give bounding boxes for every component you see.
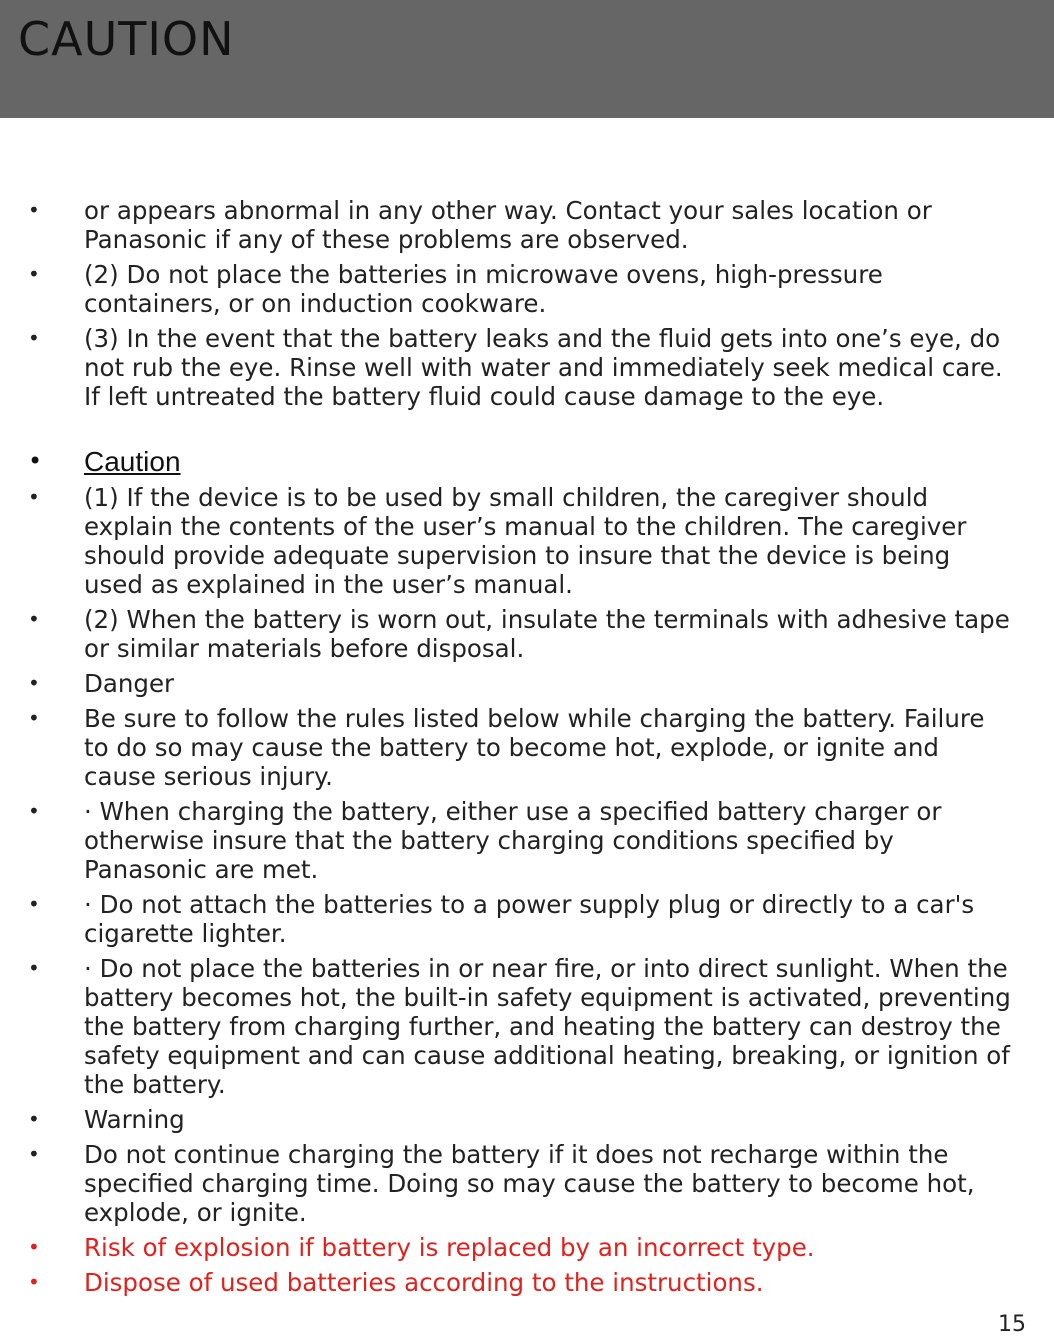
item-text: Do not continue charging the battery if it does not recharge within the specified charging time. Doing so may cause the battery to become hot, explode, or ignite.: [84, 1140, 975, 1227]
bullet-icon: •: [28, 706, 40, 730]
list-item: [0, 704, 1014, 791]
bullet-icon: •: [28, 1142, 40, 1166]
item-text: (1) If the device is to be used by small children, the caregiver should explain the contents of the user’s manual to the children. The caregiver should provide adequate supervision to insure that the device is being used as explained in the user’s manual.: [84, 483, 967, 599]
bullet-icon: •: [28, 671, 40, 695]
item-text: Dispose of used batteries according to the instructions.: [84, 1268, 764, 1297]
item-text: · When charging the battery, either use a specified battery charger or otherwise insure that the battery charging conditions specified by Panasonic are met.: [84, 797, 942, 884]
list-item: [0, 260, 1014, 318]
section-heading-caution: [0, 447, 1014, 477]
item-text: Be sure to follow the rules listed below while charging the battery. Failure to do so may cause the battery to become hot, explode, or ignite and cause serious injury.: [84, 704, 985, 791]
item-text: Danger: [84, 669, 175, 698]
item-text: or appears abnormal in any other way. Contact your sales location or Panasonic if any of these problems are observed.: [84, 196, 932, 254]
item-text: Warning: [84, 1105, 185, 1134]
list-item: [0, 669, 1014, 698]
list-item: [0, 605, 1014, 663]
list-item: [0, 196, 1014, 254]
bullet-icon: •: [28, 607, 40, 631]
bullet-icon: •: [28, 326, 40, 350]
list-item: [0, 483, 1014, 599]
bullet-icon: •: [28, 892, 40, 916]
list-item-warning: [0, 1268, 1014, 1297]
item-text: (2) When the battery is worn out, insulate the terminals with adhesive tape or similar materials before disposal.: [84, 605, 1010, 663]
item-text: · Do not attach the batteries to a power supply plug or directly to a car's cigarette lighter.: [84, 890, 975, 948]
bullet-icon: •: [28, 1107, 40, 1131]
page-number: 15: [998, 1312, 1026, 1337]
header-bar: [0, 0, 1054, 118]
list-item: [0, 1140, 1014, 1227]
caution-list: [0, 196, 1054, 1297]
bullet-icon: •: [28, 956, 40, 980]
bullet-icon: •: [28, 262, 40, 286]
list-item: [0, 890, 1014, 948]
list-item: [0, 954, 1014, 1099]
list-item-warning: [0, 1233, 1014, 1262]
item-text: · Do not place the batteries in or near fire, or into direct sunlight. When the battery becomes hot, the built-in safety equipment is activated, preventing the battery from charging further, and heating the battery can destroy the safety equipment and can cause additional heating, breaking, or ignition of the battery.: [84, 954, 1011, 1099]
bullet-icon: •: [28, 799, 40, 823]
bullet-icon: •: [28, 198, 40, 222]
bullet-icon: •: [28, 485, 40, 509]
bullet-icon: •: [28, 1235, 40, 1259]
list-item: [0, 1105, 1014, 1134]
item-text: (3) In the event that the battery leaks and the fluid gets into one’s eye, do not rub the eye. Rinse well with water and immediately seek medical care. If left untreated the battery fluid could cause damage to the eye.: [84, 324, 1003, 411]
page-title: CAUTION: [18, 12, 235, 66]
list-item: [0, 324, 1014, 411]
bullet-icon: •: [28, 1270, 40, 1294]
list-item: [0, 797, 1014, 884]
caution-heading: Caution: [84, 446, 181, 477]
bullet-icon: •: [28, 447, 43, 475]
item-text: Risk of explosion if battery is replaced by an incorrect type.: [84, 1233, 815, 1262]
item-text: (2) Do not place the batteries in microwave ovens, high-pressure containers, or on induction cookware.: [84, 260, 883, 318]
